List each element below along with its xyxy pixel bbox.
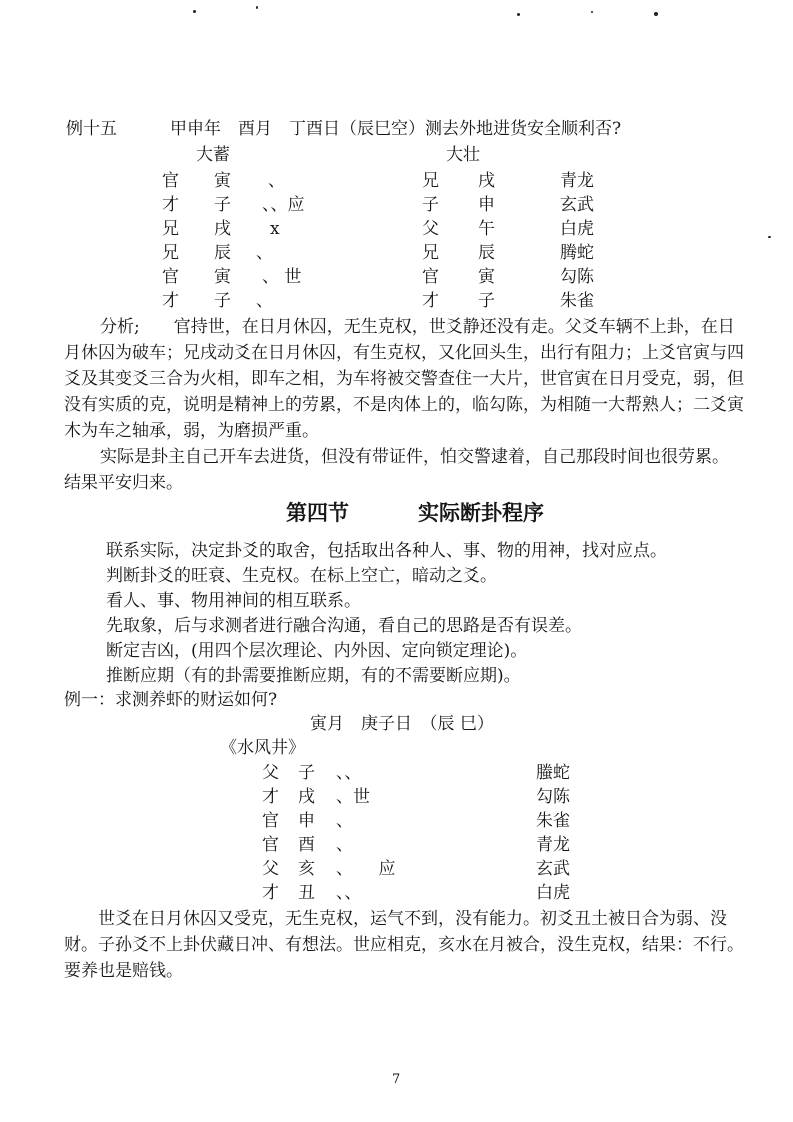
six-spirit: 螣蛇 [536, 763, 570, 783]
relation: 官 [262, 811, 279, 831]
six-spirit: 白虎 [560, 219, 594, 239]
mark: 、、 [336, 883, 362, 903]
example15-label: 例十五 [66, 119, 117, 139]
right-branch: 戌 [478, 171, 495, 191]
scan-speck [517, 13, 520, 16]
mark: 、、 [336, 763, 362, 783]
example1-label: 例一：求测养虾的财运如何? [64, 690, 278, 710]
right-hexagram-name: 大壮 [446, 145, 480, 165]
left-branch: 寅 [214, 267, 231, 287]
procedure-step: 看人、事、物用神间的相互联系。 [106, 591, 361, 611]
right-branch: 申 [478, 195, 495, 215]
scan-speck [654, 12, 658, 16]
branch: 亥 [298, 859, 315, 879]
left-relation: 官 [162, 267, 179, 287]
relation: 父 [262, 763, 279, 783]
scan-speck [768, 236, 771, 238]
left-mark: 、、应 [262, 195, 305, 215]
right-relation: 父 [422, 219, 439, 239]
procedure-step: 先取象，后与求测者进行融合沟通，看自己的思路是否有误差。 [106, 616, 582, 636]
relation: 才 [262, 787, 279, 807]
procedure-step: 判断卦爻的旺衰、生克权。在标上空亡，暗动之爻。 [106, 566, 497, 586]
six-spirit: 玄武 [560, 195, 594, 215]
mark: 、 [336, 835, 353, 855]
example1-hexagram-name: 《水风井》 [220, 738, 305, 758]
left-branch: 子 [214, 195, 231, 215]
six-spirit: 腾蛇 [560, 243, 594, 263]
six-spirit: 朱雀 [560, 291, 594, 311]
right-branch: 子 [478, 291, 495, 311]
left-mark: x [270, 219, 280, 239]
relation: 才 [262, 883, 279, 903]
branch: 酉 [298, 835, 315, 855]
right-branch: 午 [478, 219, 495, 239]
branch: 子 [298, 763, 315, 783]
left-mark: 、 [256, 291, 273, 311]
six-spirit: 青龙 [536, 835, 570, 855]
left-hexagram-name: 大蓄 [196, 145, 230, 165]
right-relation: 子 [422, 195, 439, 215]
left-relation: 官 [162, 171, 179, 191]
left-mark: 、 世 [262, 267, 302, 287]
six-spirit: 勾陈 [536, 787, 570, 807]
left-branch: 戌 [214, 219, 231, 239]
page-number: 7 [392, 1072, 401, 1087]
procedure-step: 联系实际，决定卦爻的取舍，包括取出各种人、事、物的用神，找对应点。 [106, 541, 667, 561]
mark: 、世 [336, 787, 370, 807]
left-relation: 兄 [162, 243, 179, 263]
example15-header: 甲申年 酉月 丁酉日（辰巳空）测去外地进货安全顺利否? [170, 119, 622, 139]
right-relation: 官 [422, 267, 439, 287]
right-branch: 寅 [478, 267, 495, 287]
scan-speck [193, 10, 196, 13]
left-mark: 、 [256, 243, 273, 263]
mark: 、 应 [336, 859, 396, 879]
section-number: 第四节 [286, 501, 349, 525]
relation: 官 [262, 835, 279, 855]
procedure-step: 断定吉凶，(用四个层次理论、内外因、定向锁定理论)。 [106, 641, 528, 661]
branch: 申 [298, 811, 315, 831]
right-relation: 才 [422, 291, 439, 311]
branch: 丑 [298, 883, 315, 903]
scan-speck [591, 11, 593, 13]
scan-speck [256, 6, 258, 9]
left-branch: 寅 [214, 171, 231, 191]
example15-analysis: 分析; 官持世，在日月休囚，无生克权，世爻静还没有走。父爻车辆不上卦，在日月休囚为破车；兄戌动爻在日月休囚，有生克权，又化回头生，出行有阻力；上爻官寅与四爻及其变爻三合为火相，即车之相，为车将被交警查住一大片，世官寅在日月受克，弱，但没有实质的克，说明是精神上的劳累，不是肉体上的，临勾陈，为相随一大帮熟人；二爻寅木为车之轴承，弱，为磨损严重。 [64, 317, 744, 441]
branch: 戌 [298, 787, 315, 807]
procedure-step: 推断应期（有的卦需要推断应期，有的不需要断应期)。 [106, 666, 521, 686]
left-relation: 才 [162, 195, 179, 215]
left-branch: 子 [214, 291, 231, 311]
six-spirit: 勾陈 [560, 267, 594, 287]
example15-result: 实际是卦主自己开车去进货，但没有带证件，怕交警逮着，自己那段时间也很劳累。结果平安归来。 [64, 447, 729, 493]
six-spirit: 青龙 [560, 171, 594, 191]
six-spirit: 玄武 [536, 859, 570, 879]
relation: 父 [262, 859, 279, 879]
left-relation: 兄 [162, 219, 179, 239]
six-spirit: 朱雀 [536, 811, 570, 831]
mark: 、 [336, 811, 353, 831]
example1-analysis: 世爻在日月休囚又受克，无生克权，运气不到，没有能力。初爻丑土被日合为弱、没财。子孙爻不上卦伏藏日冲、有想法。世应相克，亥水在月被合，没生克权，结果：不行。要养也是赔钱。 [64, 909, 744, 981]
section-title: 实际断卦程序 [418, 501, 544, 525]
right-relation: 兄 [422, 243, 439, 263]
left-mark: 、 [268, 171, 285, 191]
right-relation: 兄 [422, 171, 439, 191]
example1-date: 寅月 庚子日 （辰 巳） [310, 714, 494, 734]
left-relation: 才 [162, 291, 179, 311]
left-branch: 辰 [214, 243, 231, 263]
six-spirit: 白虎 [536, 883, 570, 903]
right-branch: 辰 [478, 243, 495, 263]
